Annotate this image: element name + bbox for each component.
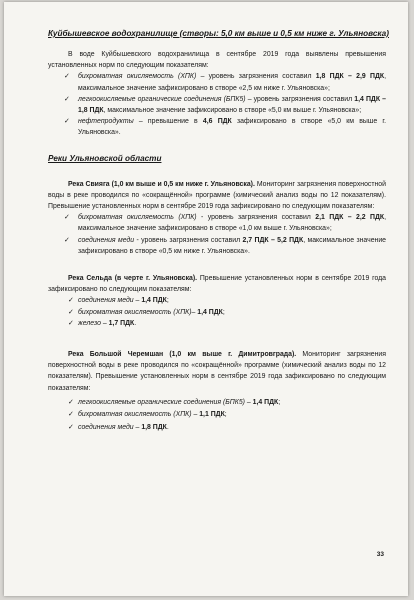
intro-paragraph: В воде Куйбышевского водохранилища в сентябре 2019 года выявлены превышения установленных норм по следующим показателям:: [48, 51, 386, 70]
river-indicator-list: [48, 295, 386, 329]
list-item: [58, 94, 386, 116]
indicator-value: 1,4 ПДК: [252, 398, 279, 406]
indicator-value: 1,7 ПДК: [108, 319, 135, 327]
checkmark-icon: ✓: [68, 297, 74, 305]
list-item: [58, 212, 386, 234]
indicator-value: 2,7 ПДК – 5,2 ПДК: [242, 236, 304, 244]
indicator-post: ;: [166, 297, 169, 305]
indicator-value: 1,8 ПДК – 2,9 ПДК: [315, 73, 385, 81]
checkmark-icon: ✓: [64, 118, 70, 126]
checkmark-icon: ✓: [68, 423, 74, 431]
indicator-post: зафиксировано в створе «5,0 км выше г. Ульяновска».: [78, 118, 386, 137]
river-paragraph: [48, 349, 386, 394]
indicator-pre: –: [191, 411, 200, 419]
river-block-bolshoy-cheremshan: [48, 349, 386, 434]
indicator-value: 1,4 ПДК: [141, 297, 167, 305]
river-block-selda: [48, 273, 386, 329]
page-number: 33: [376, 551, 384, 558]
list-item: [68, 409, 386, 422]
list-item: [58, 71, 386, 93]
indicator-pre: –: [133, 297, 142, 305]
checkmark-icon: ✓: [68, 411, 74, 419]
indicator-name: соединения меди: [78, 236, 135, 244]
indicator-pre: –: [100, 319, 109, 327]
indicator-post: .: [134, 319, 137, 327]
indicator-pre: – уровень загрязнения составил: [196, 73, 316, 81]
indicator-post: .: [166, 423, 169, 431]
indicator-pre: - уровень загрязнения составил: [134, 236, 243, 244]
indicator-value: 1,4 ПДК – 1,8 ПДК: [78, 95, 387, 115]
list-item: [68, 397, 386, 410]
checkmark-icon: ✓: [64, 95, 70, 103]
indicator-post: ;: [224, 411, 227, 419]
indicator-value: 2,1 ПДК – 2,2 ПДК: [315, 214, 385, 222]
indicator-pre: –: [133, 423, 142, 431]
river-name: Река Сельда (в черте г. Ульяновска).: [68, 275, 198, 283]
indicator-post: ;: [278, 398, 281, 406]
list-item: [68, 307, 386, 318]
indicator-name: соединения меди: [78, 423, 134, 431]
river-text: Превышение установленных норм в сентябре 2019 года зафиксировано по следующим показателям:: [48, 275, 386, 294]
list-item: [68, 318, 386, 329]
river-block-sviyaga: [48, 179, 386, 257]
indicator-value: 1,4 ПДК: [197, 308, 223, 316]
river-paragraph: [48, 273, 386, 295]
checkmark-icon: ✓: [68, 319, 74, 327]
document-content: [48, 28, 389, 434]
indicator-name: легкоокисляемые органические соединения (БПК5): [78, 95, 246, 103]
indicator-name: бихроматная окисляемость (ХПК): [78, 214, 197, 222]
document-page: [4, 2, 408, 596]
indicator-value: 1,8 ПДК: [141, 423, 167, 431]
indicator-name: нефтепродукты: [78, 118, 134, 126]
indicator-post: , максимальное значение зафиксировано в створе «0,5 км ниже г. Ульяновска».: [78, 236, 387, 255]
indicator-pre: – превышение в: [133, 118, 203, 126]
section-heading-rivers: Реки Ульяновской области: [48, 153, 162, 163]
indicator-name: легкоокисляемые органические соединения (БПК5): [78, 398, 245, 406]
river-indicator-list: [48, 397, 386, 435]
river-paragraph: [48, 179, 386, 213]
indicator-post: , максимальное значение зафиксировано в створе «5,0 км выше г. Ульяновска»;: [103, 107, 362, 115]
list-item: [68, 295, 386, 306]
indicator-value: 4,6 ПДК: [202, 118, 232, 126]
indicator-name: соединения меди: [78, 297, 134, 305]
indicator-pre: –: [191, 308, 198, 316]
checkmark-icon: ✓: [68, 308, 74, 316]
indicator-name: железо: [78, 319, 101, 327]
river-name: Река Свияга (1,0 км выше и 0,5 км ниже г. Ульяновска).: [68, 180, 255, 188]
list-item: [58, 235, 386, 257]
list-item: [58, 116, 386, 138]
section-heading-kuibyshev: Куйбышевское водохранилище (створы: 5,0 км выше и 0,5 км ниже г. Ульяновска): [48, 29, 389, 38]
checkmark-icon: ✓: [68, 398, 74, 406]
checkmark-icon: ✓: [64, 236, 70, 244]
indicator-value: 1,1 ПДК: [199, 411, 225, 419]
kuibyshev-indicator-list: [48, 71, 386, 138]
indicator-post: , максимальное значение зафиксировано в створе «2,5 км ниже г. Ульяновска»;: [78, 73, 386, 92]
indicator-pre: – уровень загрязнения составил: [245, 95, 355, 103]
indicator-name: бихроматная окисляемость (ХПК): [78, 73, 197, 81]
indicator-name: бихроматная окисляемость (ХПК): [78, 308, 192, 316]
river-indicator-list: [48, 212, 386, 257]
checkmark-icon: ✓: [64, 214, 70, 222]
indicator-pre: –: [244, 398, 253, 406]
indicator-pre: - уровень загрязнения составил: [196, 214, 316, 222]
river-text: Мониторинг загрязнения поверхностной воды в реке проводился по «сокращённой» программе (химический анализ воды по 12 показателям). Превышение установленных норм в сентябре 2019 года зафиксировано по следующим показателям:: [48, 180, 386, 211]
river-name: Река Большой Черемшан (1,0 км выше г. Димитровграда).: [68, 351, 297, 359]
indicator-name: бихроматная окисляемость (ХПК): [78, 411, 192, 419]
river-text: Мониторинг загрязнения поверхностной воды в реке проводился по «сокращённой» программе (химический анализ воды по 12 показателям). Превышение установленных норм в сентябре 2019 года зафиксировано по следующим показателям:: [48, 351, 387, 392]
indicator-post: ;: [222, 308, 225, 316]
list-item: [68, 422, 386, 435]
indicator-post: , максимальное значение зафиксировано в створе «1,0 км выше г. Ульяновска»;: [78, 214, 386, 233]
checkmark-icon: ✓: [64, 73, 70, 81]
